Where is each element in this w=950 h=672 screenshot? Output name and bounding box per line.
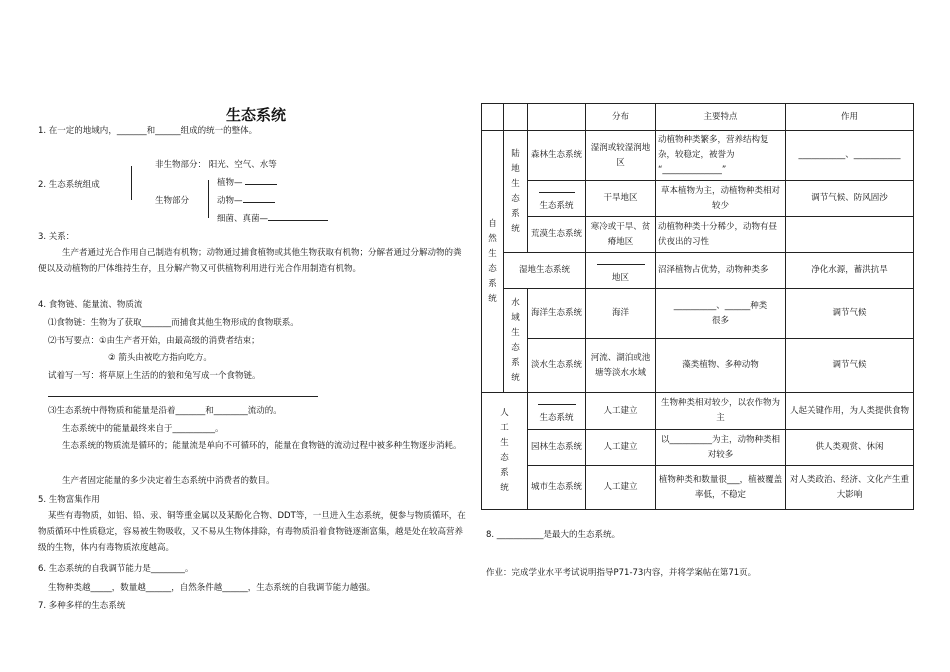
question-5-body: 某些有毒物质，如铝、铅、汞、铜等重金属以及某酚化合物、DDT等，一旦进入生态系统，便参与物质循环，在物质循环中性质稳定，容易被生物吸收，又不易从生物体排除，有毒物质沿着食物链逐渐富集，越是处在较高营养级的生物，体内有毒物质浓度越高。	[38, 511, 466, 553]
question-4-2b: ② 箭头由被吃方指向吃方。	[108, 353, 212, 363]
brace-main	[131, 166, 132, 200]
fresh-feat: 藻类植物、多种动物	[656, 339, 786, 393]
question-4-3c: 生态系统的物质流是循环的；能量流是单向不可循环的，能量在食物链的流动过程中被多种生物逐步消耗。	[62, 441, 462, 451]
table-row	[482, 253, 914, 289]
question-4-3d: 生产者固定能量的多少决定着生态系统中消费者的数目。	[62, 476, 275, 486]
header-role: 作用	[786, 104, 914, 131]
group-water: 水域生态系统	[504, 289, 528, 393]
city-name: 城市生态系统	[528, 466, 586, 510]
ecosystem-table	[481, 103, 914, 510]
microbe-line: 细菌、真菌—	[217, 212, 328, 224]
forest-name: 森林生态系统	[528, 131, 586, 181]
question-4-1: ⑴食物链：生物为了获取_______而捕食其他生物形成的食物联系。	[48, 318, 299, 328]
garden-role: 供人类观赏、休闲	[786, 430, 914, 466]
question-7: 7. 多种多样的生态系统	[38, 601, 126, 611]
forest-role: ___________、___________	[786, 131, 914, 181]
question-1: 1. 在一定的地域内，_______和______组成的统一的整体。	[38, 126, 258, 136]
fresh-dist: 河流、湖泊或池塘等淡水水域	[586, 339, 656, 393]
table-row	[482, 131, 914, 181]
grass-dist: 干旱地区	[586, 181, 656, 217]
ocean-name: 海洋生态系统	[528, 289, 586, 339]
question-3-body: 生产者通过光合作用自己制造有机物；动物通过捕食植物或其他生物获取有机物；分解者通过分解动物的粪便以及动植物的尸体维持生存，且分解产物又可供植物利用进行光合作用制造有机物。	[38, 248, 462, 274]
farm-role: 人起关键作用，为人类提供食物	[786, 393, 914, 430]
grass-name: 生态系统	[528, 181, 586, 217]
question-4-2a: ⑵书写要点：①由生产者开始，由最高级的消费者结束；	[48, 336, 260, 346]
table-row	[482, 393, 914, 430]
desert-feat: 动植物种类十分稀少，动物有昼伏夜出的习性	[656, 217, 786, 253]
farm-feat: 生物种类相对较少，以农作物为主	[656, 393, 786, 430]
wetland-role: 净化水源，蓄洪抗旱	[786, 253, 914, 289]
group-natural: 自然生态系统	[482, 131, 504, 393]
forest-feat: 动植物种类繁多，营养结构复杂，较稳定，被誉为 “______________”	[656, 131, 786, 181]
wetland-name: 湿地生态系统	[504, 253, 586, 289]
header-dist: 分布	[586, 104, 656, 131]
table-row	[482, 339, 914, 393]
fresh-role: 调节气候	[786, 339, 914, 393]
question-4-try: 试着写一写：将草原上生活的的狼和兔写成一个食物链。	[48, 371, 261, 381]
fresh-name: 淡水生态系统	[528, 339, 586, 393]
table-row	[482, 217, 914, 253]
garden-feat: 以__________为主，动物种类相对较多	[656, 430, 786, 466]
desert-name: 荒漠生态系统	[528, 217, 586, 253]
answer-line	[48, 396, 318, 397]
farm-name: 生态系统	[528, 393, 586, 430]
question-3: 3. 关系：	[38, 232, 75, 242]
table-row	[482, 466, 914, 510]
homework-note: 作业：完成学业水平考试说明指导P71-73内容，并将学案帖在第71页。	[486, 568, 757, 578]
wetland-dist: 地区	[586, 253, 656, 289]
table-row	[482, 289, 914, 339]
garden-name: 园林生态系统	[528, 430, 586, 466]
city-dist: 人工建立	[586, 466, 656, 510]
grass-feat: 草本植物为主，动植物种类相对较少	[656, 181, 786, 217]
city-role: 对人类政治、经济、文化产生重大影响	[786, 466, 914, 510]
question-5: 5. 生物富集作用	[38, 495, 100, 505]
ocean-role: 调节气候	[786, 289, 914, 339]
table-row	[482, 430, 914, 466]
animal-line: 动物—	[217, 194, 275, 206]
garden-dist: 人工建立	[586, 430, 656, 466]
header-feat: 主要特点	[656, 104, 786, 131]
brace-bio	[208, 180, 209, 218]
table-row	[482, 181, 914, 217]
desert-dist: 寒冷或干旱、贫瘠地区	[586, 217, 656, 253]
forest-dist: 湿润或较湿润地区	[586, 131, 656, 181]
group-human: 人工生态系统	[482, 393, 528, 510]
question-4: 4. 食物链、能量流、物质流	[38, 300, 143, 310]
question-6b: 生物种类越_____，数量越______，自然条件越______，生态系统的自我调节能力越强。	[48, 583, 376, 593]
question-4-3b: 生态系统中的能量最终来自于__________。	[62, 424, 224, 434]
city-feat: 植物种类和数量很___，植被覆盖率低，不稳定	[656, 466, 786, 510]
grass-role: 调节气候、防风固沙	[786, 181, 914, 217]
desert-role	[786, 217, 914, 253]
ocean-dist: 海洋	[586, 289, 656, 339]
question-8: 8. ___________是最大的生态系统。	[486, 530, 621, 540]
question-4-3: ⑶生态系统中得物质和能量是沿着_______和________流动的。	[48, 406, 282, 416]
table-header-row	[482, 104, 914, 131]
farm-dist: 人工建立	[586, 393, 656, 430]
bio-part: 生物部分	[155, 196, 190, 206]
page-title: 生态系统	[226, 106, 287, 124]
wetland-feat: 沼泽植物占优势，动物种类多	[656, 253, 786, 289]
ocean-feat: __________、______种类 很多	[656, 289, 786, 339]
question-2-label: 2. 生态系统组成	[38, 180, 100, 190]
nonbio-part: 非生物部分： 阳光、空气、水等	[155, 160, 277, 170]
group-land: 陆地生态系统	[504, 131, 528, 253]
question-6: 6. 生态系统的自我调节能力是________。	[38, 564, 194, 574]
plant-line: 植物—	[217, 176, 277, 188]
